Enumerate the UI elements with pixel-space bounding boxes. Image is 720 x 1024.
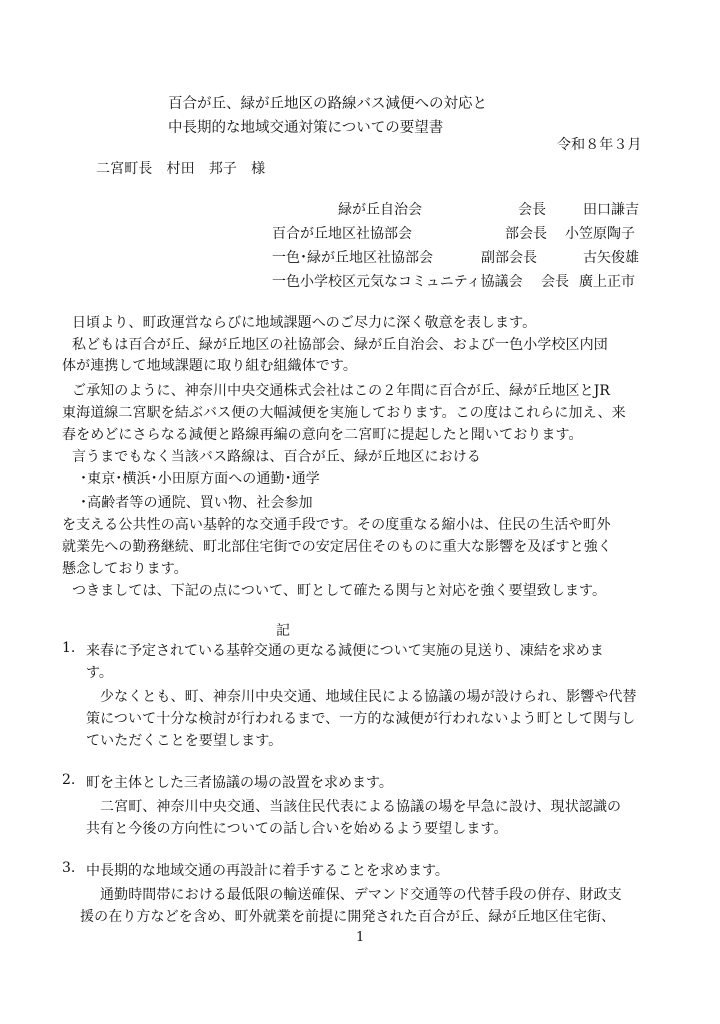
item-detail: ていただくことを要望します。 xyxy=(86,733,283,749)
body-paragraph: 私どもは百合が丘、緑が丘地区の社協部会、緑が丘自治会、および一色小学校区内団 xyxy=(72,337,608,353)
bullet-item: ･高齢者等の通院、買い物、社会参加 xyxy=(80,495,313,511)
body-paragraph: つきましては、下記の点について、町として確たる関与と対応を強く要望致します。 xyxy=(72,583,607,599)
signatory-row xyxy=(0,247,720,267)
item-detail: 策について十分な検討が行われるまで、一方的な減便が行われないよう町として関与し xyxy=(86,711,636,727)
body-paragraph: 懸念しております。 xyxy=(62,561,188,577)
signatory-name: 田口謙吉 xyxy=(583,202,639,218)
signatory-row xyxy=(0,199,720,219)
signatory-position: 会長 xyxy=(518,202,546,218)
item-detail: 共有と今後の方向性についての話し合いを始めるよう要望します。 xyxy=(86,821,508,837)
addressee: 二宮町長 村田 邦子 様 xyxy=(96,161,266,177)
item-number: 3. xyxy=(62,860,76,876)
signatory-name: 廣上正市 xyxy=(579,274,635,290)
ki-heading: 記 xyxy=(276,623,291,639)
signatory-org: 緑が丘自治会 xyxy=(338,202,422,218)
item-heading: 中長期的な地域交通の再設計に着手することを求めます。 xyxy=(86,863,449,879)
document-date: 令和８年３月 xyxy=(557,137,642,153)
body-paragraph: 体が連携して地域課題に取り組む組織体です。 xyxy=(62,358,357,374)
signatory-org: 一色･緑が丘地区社協部会 xyxy=(272,250,433,266)
body-paragraph: ご承知のように、神奈川中央交通株式会社はこの２年間に百合が丘、緑が丘地区とJR xyxy=(72,383,611,399)
body-paragraph: 日頃より、町政運営ならびに地域課題へのご尽力に深く敬意を表します。 xyxy=(72,315,537,331)
item-number: 1. xyxy=(62,640,76,656)
item-detail: 援の在り方などを含め、町外就業を前提に開発された百合が丘、緑が丘地区住宅街、 xyxy=(80,909,616,925)
body-paragraph: 東海道線二宮駅を結ぶバス便の大幅減便を実施しております。この度はこれらに加え、来 xyxy=(62,405,626,421)
signatory-row xyxy=(0,223,720,243)
document-title-line-2: 中長期的な地域交通対策についての要望書 xyxy=(168,120,444,136)
item-heading: す。 xyxy=(86,665,113,681)
signatory-row xyxy=(0,271,720,291)
signatory-position: 副部会長 xyxy=(481,250,537,266)
item-number: 2. xyxy=(62,772,76,788)
signatory-org: 一色小学校区元気なコミュニティ協議会 xyxy=(272,274,523,290)
item-detail: 二宮町、神奈川中央交通、当該住民代表による協議の場を早急に設け、現状認識の xyxy=(100,799,622,815)
body-paragraph: を支える公共性の高い基幹的な交通手段です。その度重なる縮小は、住民の生活や町外 xyxy=(62,517,611,533)
item-detail: 通勤時間帯における最低限の輸送確保、デマンド交通等の代替手段の併存、財政支 xyxy=(100,887,622,903)
item-detail: 少なくとも、町、神奈川中央交通、地域住民による協議の場が設けられ、影響や代替 xyxy=(100,689,637,705)
body-paragraph: 就業先への勤務継続、町北部住宅街での安定居住そのものに重大な影響を及ぼすと強く xyxy=(62,539,612,555)
bullet-item: ･東京･横浜･小田原方面への通勤･通学 xyxy=(80,471,320,487)
item-heading: 町を主体とした三者協議の場の設置を求めます。 xyxy=(86,775,393,791)
signatory-name: 古矢俊雄 xyxy=(583,250,639,266)
signatory-name: 小笠原陶子 xyxy=(565,226,635,242)
body-paragraph: 春をめどにさらなる減便と路線再編の意向を二宮町に提起したと聞いております。 xyxy=(62,427,583,443)
item-heading: 来春に予定されている基幹交通の更なる減便について実施の見送り、凍結を求めま xyxy=(86,643,604,659)
signatory-org: 百合が丘地区社協部会 xyxy=(272,226,412,242)
body-paragraph: 言うまでもなく当該バス路線は、百合が丘、緑が丘地区における xyxy=(72,449,481,465)
document-title-line-1: 百合が丘、緑が丘地区の路線バス減便への対応と xyxy=(168,96,487,112)
page-number: 1 xyxy=(356,930,365,945)
signatory-position: 部会長 xyxy=(505,226,547,242)
signatory-position: 会長 xyxy=(541,274,569,290)
